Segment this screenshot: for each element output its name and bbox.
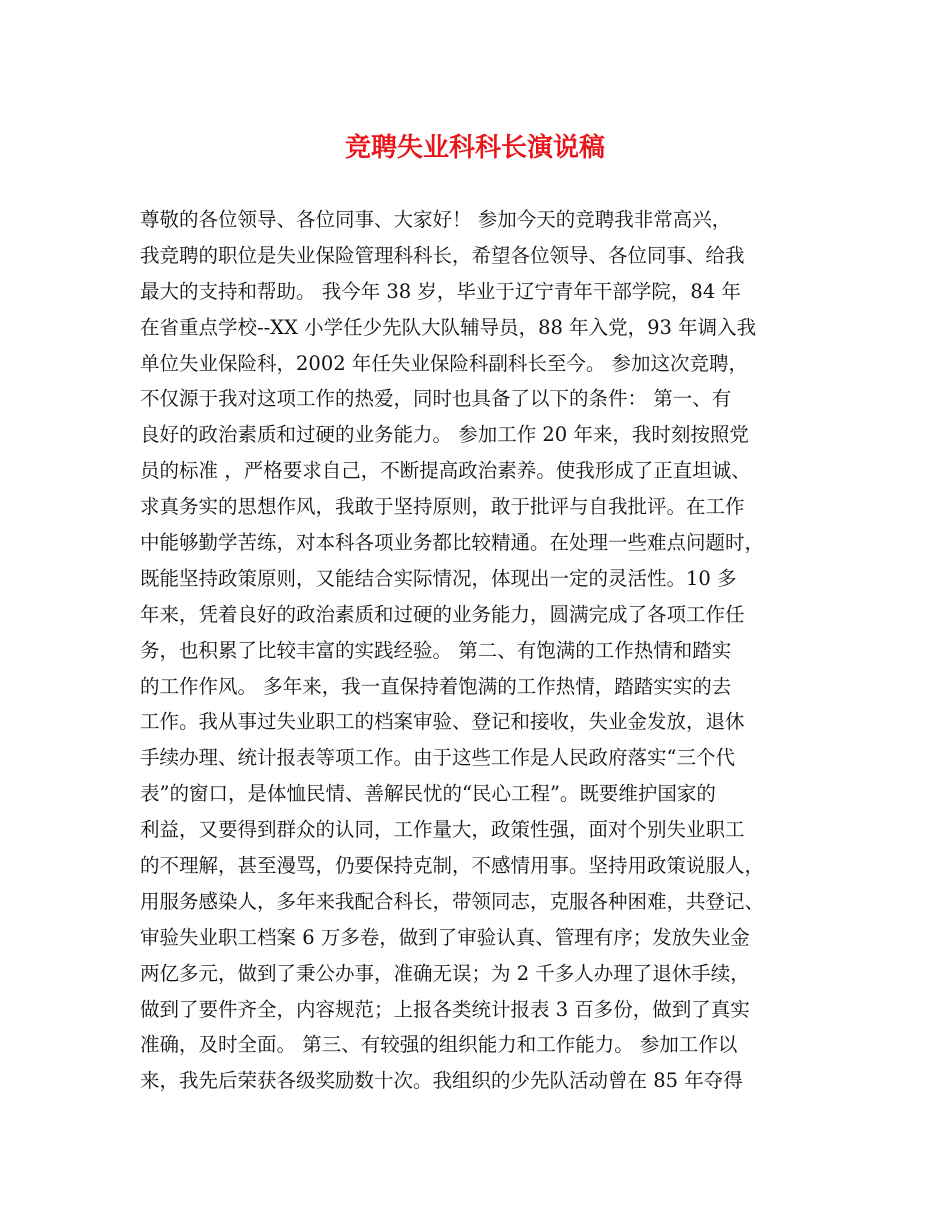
body-line: 良好的政治素质和过硬的业务能力。 参加工作 20 年来，我时刻按照党 [140, 423, 749, 447]
body-line: 两亿多元，做到了秉公办事，准确无误；为 2 千多人办理了退休手续， [140, 961, 750, 985]
body-line: 求真务实的思想作风，我敢于坚持原则，敢于批评与自我批评。在工作 [140, 495, 745, 519]
body-line: 做到了要件齐全，内容规范；上报各类统计报表 3 百多份，做到了真实 [140, 997, 750, 1021]
body-line: 我竞聘的职位是失业保险管理科科长，希望各位领导、各位同事、给我 [140, 243, 745, 267]
body-line: 准确，及时全面。 第三、有较强的组织能力和工作能力。 参加工作以 [140, 1033, 738, 1057]
body-line: 单位失业保险科，2002 年任失业保险科副科长至今。 参加这次竞聘， [140, 351, 749, 375]
body-line: 不仅源于我对这项工作的热爱，同时也具备了以下的条件： 第一、有 [140, 387, 732, 411]
body-line: 尊敬的各位领导、各位同事、大家好！ 参加今天的竞聘我非常高兴， [140, 208, 732, 231]
body-line: 利益，又要得到群众的认同，工作量大，政策性强，面对个别失业职工 [140, 818, 745, 842]
body-line: 的不理解，甚至漫骂，仍要保持克制，不感情用事。坚持用政策说服人， [140, 854, 765, 878]
document-body [140, 202, 840, 1099]
body-line: 最大的支持和帮助。 我今年 38 岁，毕业于辽宁青年干部学院，84 年 [140, 279, 741, 303]
body-line: 年来，凭着良好的政治素质和过硬的业务能力，圆满完成了各项工作任 [140, 602, 745, 626]
body-line: 务，也积累了比较丰富的实践经验。 第二、有饱满的工作热情和踏实 [140, 638, 732, 662]
body-line: 手续办理、统计报表等项工作。由于这些工作是人民政府落实“三个代 [140, 746, 735, 770]
body-line: 员的标准 ，严格要求自己，不断提高政治素养。使我形成了正直坦诚、 [140, 459, 751, 483]
document-title: 竞聘失业科科长演说稿 [344, 133, 605, 163]
body-line: 审验失业职工档案 6 万多卷，做到了审验认真、管理有序；发放失业金 [140, 925, 750, 949]
body-line: 用服务感染人，多年来我配合科长，带领同志，克服各种困难，共登记、 [140, 889, 765, 913]
body-line: 既能坚持政策原则，又能结合实际情况，体现出一定的灵活性。10 多 [140, 566, 737, 590]
body-line: 表”的窗口，是体恤民情、善解民忧的“民心工程”。既要维护国家的 [140, 782, 716, 806]
body-line: 工作。我从事过失业职工的档案审验、登记和接收，失业金发放，退休 [140, 710, 745, 734]
body-line: 中能够勤学苦练，对本科各项业务都比较精通。在处理一些难点问题时， [140, 531, 765, 555]
body-line: 在省重点学校--XX 小学任少先队大队辅导员，88 年入党，93 年调入我 [140, 315, 757, 339]
body-line: 的工作作风。 多年来，我一直保持着饱满的工作热情，踏踏实实的去 [140, 674, 732, 698]
body-line: 来，我先后荣获各级奖励数十次。我组织的少先队活动曾在 85 年夺得 [140, 1069, 743, 1093]
